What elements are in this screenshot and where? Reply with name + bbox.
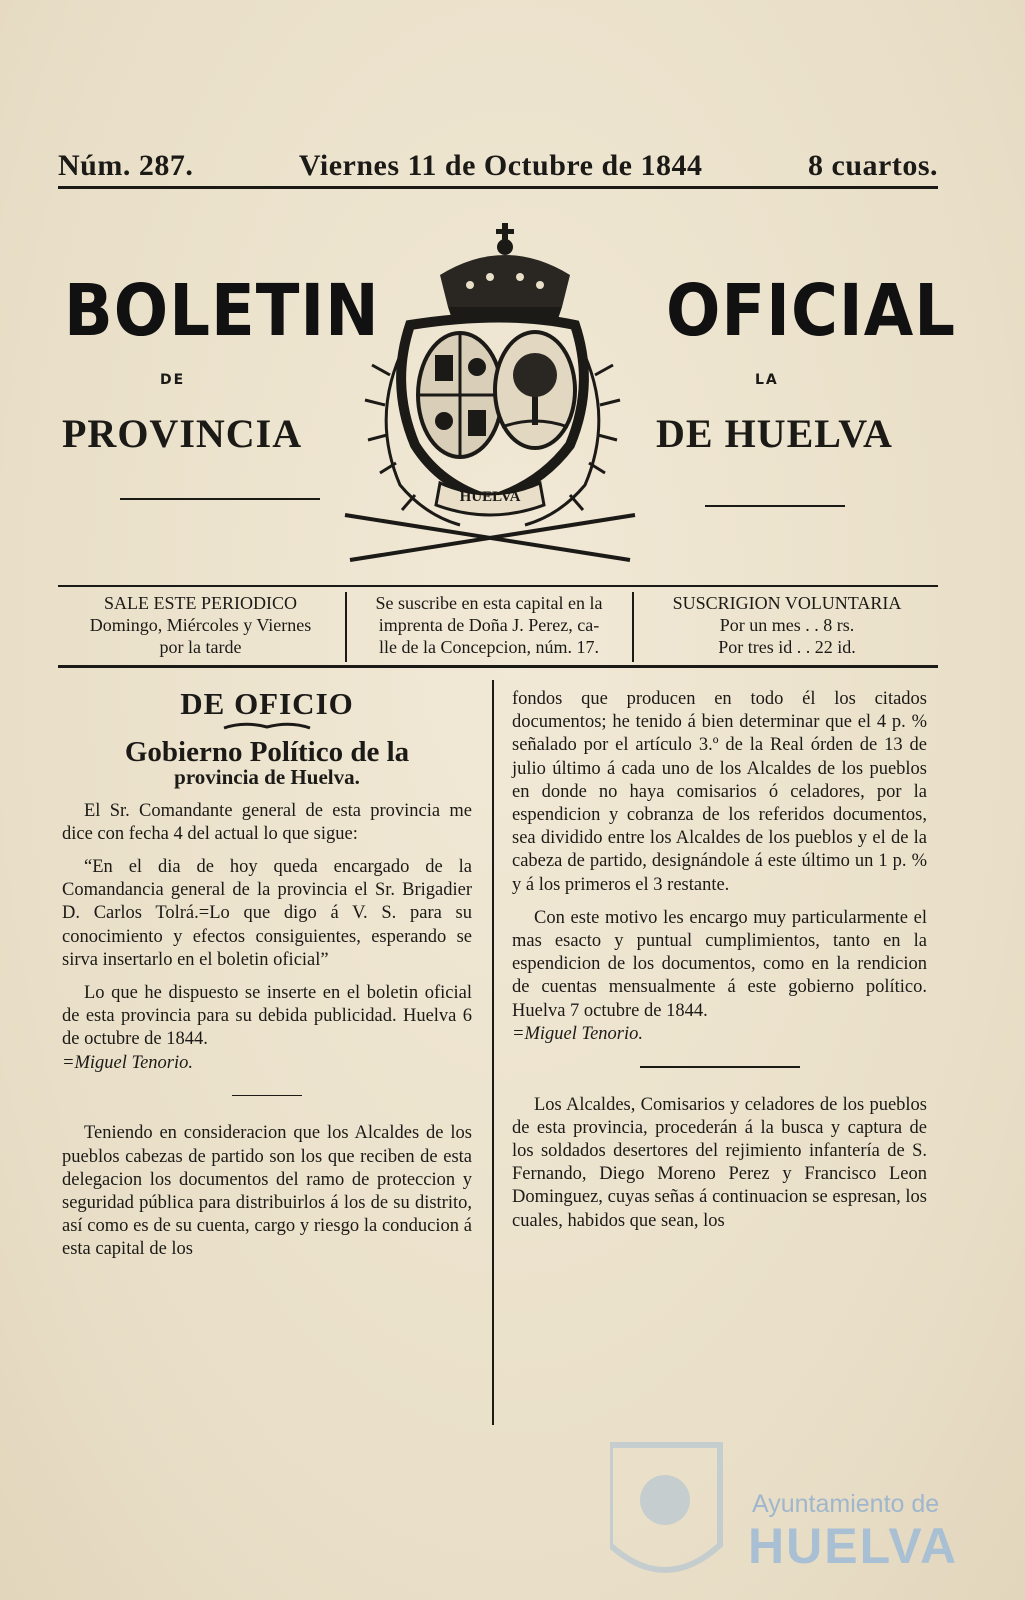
right-column — [512, 688, 927, 1243]
masthead-boletin: BOLETIN — [64, 270, 380, 353]
issue-number: Núm. 287. — [58, 149, 194, 182]
issue-price: 8 cuartos. — [808, 149, 938, 182]
masthead-underline-left — [120, 498, 320, 500]
article-subheading: provincia de Huelva. — [174, 765, 360, 790]
masthead-underline-right — [705, 505, 845, 507]
masthead-de-huelva: DE HUELVA — [656, 411, 893, 456]
schedule-line-1: SALE ESTE PERIODICO — [104, 593, 297, 613]
header-rule — [58, 186, 938, 189]
crest-ribbon-text: HUELVA — [459, 489, 521, 505]
watermark-line-2: HUELVA — [748, 1518, 959, 1574]
subheader-schedule — [58, 592, 343, 662]
price-line-2: Por un mes . . 8 rs. — [719, 615, 855, 635]
column-divider — [492, 680, 494, 1425]
watermark-line-1: Ayuntamiento de — [752, 1490, 940, 1518]
subheader-divider-2 — [632, 592, 634, 662]
masthead-de: DE — [160, 372, 186, 388]
paragraph-5: fondos que producen en todo él los citados documentos; he tenido á bien determinar que el 4 p. % señalado por el artículo 3.º de la Real órden de 13 de julio último á cada uno de los Alcaldes de los pueblos en donde no haya comisarios ó celadores, por la espendicion y cobranza de los referidos documentos, sea dividido entre los Alcaldes de los pueblos y el de la cabeza de partido, designándole á este último un 1 p. % y á los primeros el 3 restante. — [512, 689, 927, 895]
coat-of-arms-icon — [330, 215, 650, 575]
paragraph-7: Los Alcaldes, Comisarios y celadores de los pueblos de esta provincia, procederán á la busca y captura de los soldados desertores del rejimiento infantería de S. Fernando, Diego Moreno Perez y Francisco Leon Dominguez, cuyas señas á continuacion se espresan, los cuales, habidos que sean, los — [512, 1094, 927, 1231]
issue-date: Viernes 11 de Octubre de 1844 — [298, 149, 703, 182]
separator-left — [232, 1095, 302, 1097]
paragraph-2: “En el dia de hoy queda encargado de la Comandancia general de la provincia el Sr. Brigadier D. Carlos Tolrá.=Lo que digo á V. S. para su conocimiento y efectos consiguientes, esperando se sirva insertarlo en el boletin oficial” — [62, 857, 472, 970]
place-line-1: Se suscribe en esta capital en la — [375, 593, 603, 613]
article-heading: Gobierno Político de la — [124, 736, 410, 769]
price-line-3: Por tres id . . 22 id. — [718, 637, 856, 657]
price-line-1: SUSCRIGION VOLUNTARIA — [672, 593, 902, 613]
subheader-top-rule — [58, 585, 938, 587]
issue-header — [58, 143, 938, 183]
paragraph-3: Lo que he dispuesto se inserte en el boletin oficial de esta provincia para su debida publicidad. Huelva 6 de octubre de 1844. — [62, 983, 472, 1050]
section-title: DE OFICIO — [180, 686, 354, 721]
paragraph-1: El Sr. Comandante general de esta provincia me dice con fecha 4 del actual lo que sigue: — [62, 800, 472, 844]
signature-1: =Miguel Tenorio. — [62, 1052, 194, 1073]
place-line-2: imprenta de Doña J. Perez, ca- — [378, 615, 600, 635]
masthead-la: LA — [755, 372, 779, 388]
subheader-subscription-place — [350, 592, 628, 662]
schedule-line-3: por la tarde — [159, 637, 242, 657]
subheader-divider-1 — [345, 592, 347, 662]
left-column — [62, 686, 472, 1272]
paragraph-6: Con este motivo les encargo muy particularmente el mas esacto y puntual cumplimientos, tanto en la espendicion de los documentos, como en la rendicion de cuentas mensualmente á este gobierno político. Huelva 7 octubre de 1844. — [512, 907, 927, 1021]
place-line-3: lle de la Concepcion, núm. 17. — [379, 637, 599, 657]
masthead-oficial: OFICIAL — [666, 270, 957, 353]
schedule-line-2: Domingo, Miércoles y Viernes — [89, 615, 312, 635]
signature-2: =Miguel Tenorio. — [512, 1023, 644, 1044]
masthead-provincia: PROVINCIA — [62, 411, 303, 456]
separator-right — [640, 1066, 800, 1068]
paragraph-4: Teniendo en consideracion que los Alcaldes de los pueblos cabezas de partido son los que reciben de esta delegacion los documentos del ramo de proteccion y seguridad pública para distribuirlos á los de su distrito, así como es de su cuenta, cargo y riesgo la conducion á esta capital de los — [62, 1123, 472, 1260]
subheader-subscription-price — [636, 592, 938, 662]
subheader-bottom-rule — [58, 665, 938, 668]
ornament-icon — [222, 721, 312, 731]
